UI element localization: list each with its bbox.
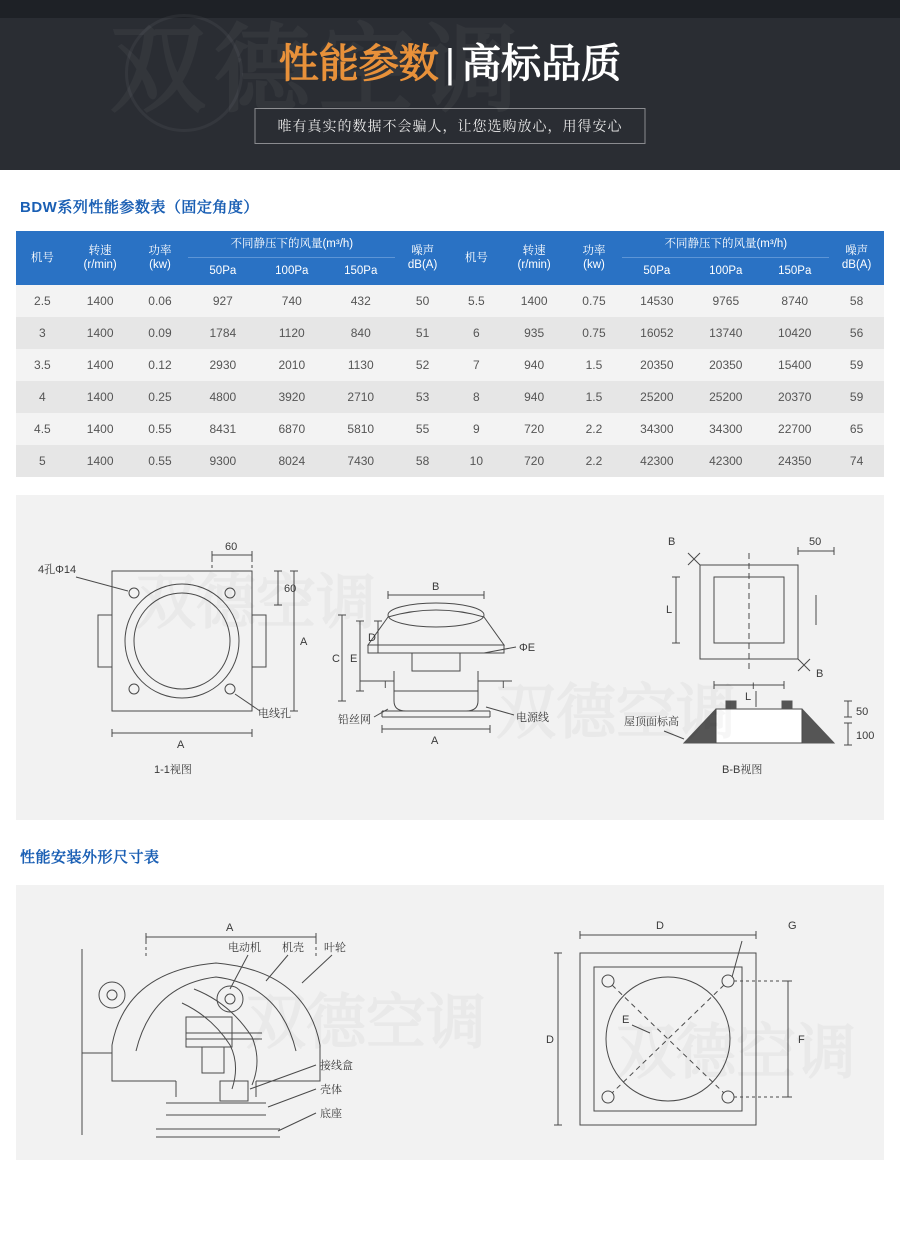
th-speed-l2: (r/min) [83, 258, 117, 271]
label-power-cable: 电源线 [516, 711, 549, 724]
hero-subtitle: 唯有真实的数据不会骗人，让您选购放心，用得安心 [255, 108, 646, 144]
cell-p150: 15400 [778, 357, 812, 372]
label-view-1-1: 1-1视图 [154, 763, 192, 776]
hero-title [0, 42, 900, 86]
th-speed-l1: 转速 [88, 244, 112, 257]
parameter-table-left-body [16, 285, 450, 477]
cell-power: 1.5 [585, 389, 603, 404]
table-row [16, 285, 450, 317]
label-dim-L-bottom: L [745, 690, 752, 703]
cell-power: 0.75 [582, 293, 606, 308]
label-dim-C: C [332, 652, 340, 665]
label-dim-D-top: D [656, 919, 664, 932]
cell-model: 3 [39, 325, 46, 340]
th-speed-l1: 转速 [522, 244, 546, 257]
cell-noise: 55 [415, 421, 430, 436]
parameter-table-right [450, 231, 884, 477]
hero-title-separator: | [444, 42, 456, 86]
label-dim-D-left: D [546, 1033, 554, 1046]
cell-noise: 53 [415, 389, 430, 404]
cell-noise: 58 [415, 453, 430, 468]
th-p100: 100Pa [691, 258, 760, 285]
cell-p50: 16052 [640, 325, 674, 340]
table-row [16, 413, 450, 445]
label-motor: 电动机 [228, 941, 261, 954]
th-noise-l2: dB(A) [407, 258, 438, 271]
label-dim-A-bottom: A [177, 738, 185, 751]
cell-model: 10 [469, 453, 484, 468]
th-speed [503, 231, 566, 285]
cell-power: 0.09 [148, 325, 172, 340]
cell-speed: 1400 [520, 293, 548, 308]
parameter-table-left [16, 231, 450, 477]
cell-noise: 51 [415, 325, 430, 340]
cell-speed: 940 [524, 357, 545, 372]
cell-p100: 42300 [709, 453, 743, 468]
th-speed-l2: (r/min) [517, 258, 551, 271]
cell-power: 0.12 [148, 357, 172, 372]
label-dim-G: G [788, 919, 797, 932]
label-dim-I-bb: I [752, 680, 755, 691]
label-dim-L-left: L [666, 603, 673, 616]
cell-p150: 7430 [347, 453, 375, 468]
table-row [450, 349, 884, 381]
table-row [16, 445, 450, 477]
th-power-l2: (kw) [149, 258, 171, 271]
label-dim-60-side: 60 [284, 582, 297, 595]
cell-p100: 6870 [278, 421, 306, 436]
cell-noise: 59 [849, 389, 864, 404]
label-wire-net: 铅丝网 [338, 713, 371, 726]
cell-p150: 1130 [347, 357, 374, 372]
cell-p50: 927 [212, 293, 233, 308]
th-p100: 100Pa [257, 258, 326, 285]
table-row [16, 349, 450, 381]
cell-p50: 34300 [640, 421, 674, 436]
cell-noise: 58 [849, 293, 864, 308]
th-p50: 50Pa [188, 258, 257, 285]
cell-model: 3.5 [34, 357, 51, 372]
label-impeller: 叶轮 [324, 941, 346, 954]
cell-speed: 1400 [86, 325, 114, 340]
cell-p150: 432 [350, 293, 371, 308]
cell-speed: 940 [524, 389, 545, 404]
label-dim-A-panel2: A [226, 921, 234, 934]
cell-p100: 8024 [278, 453, 306, 468]
th-noise-l1: 噪声 [845, 244, 869, 257]
label-dim-B: B [432, 580, 440, 593]
cell-power: 0.25 [148, 389, 172, 404]
cell-p100: 1120 [278, 325, 305, 340]
table-row [16, 317, 450, 349]
cell-speed: 935 [524, 325, 545, 340]
technical-drawing-panel-1 [16, 495, 884, 820]
table-row [450, 285, 884, 317]
cell-p150: 24350 [778, 453, 812, 468]
cell-speed: 720 [524, 421, 545, 436]
cell-model: 6 [473, 325, 480, 340]
table-row [16, 381, 450, 413]
label-wire-hole: 电线孔 [258, 707, 291, 720]
cell-noise: 52 [415, 357, 430, 372]
cell-noise: 59 [849, 357, 864, 372]
cell-model: 7 [473, 357, 480, 372]
label-casing: 机壳 [282, 941, 304, 954]
cell-speed: 1400 [86, 421, 114, 436]
th-power [566, 231, 623, 285]
label-dim-B-br: B [816, 667, 824, 680]
cell-p150: 10420 [778, 325, 812, 340]
parameter-table-right-body [450, 285, 884, 477]
cell-model: 4 [39, 389, 46, 404]
label-roof-level: 屋顶面标高 [624, 715, 679, 728]
cell-p100: 740 [281, 293, 302, 308]
th-power [132, 231, 189, 285]
cell-model: 2.5 [34, 293, 51, 308]
th-speed [69, 231, 132, 285]
cell-speed: 720 [524, 453, 545, 468]
cell-power: 0.75 [582, 325, 606, 340]
label-dim-50-right: 50 [856, 705, 869, 718]
cell-p50: 8431 [209, 421, 237, 436]
th-power-l1: 功率 [148, 244, 172, 257]
cell-noise: 50 [415, 293, 430, 308]
label-dim-F: F [798, 1033, 805, 1046]
cell-power: 0.55 [148, 453, 172, 468]
label-dim-D: E [350, 652, 358, 665]
cell-p50: 14530 [640, 293, 674, 308]
th-noise-l1: 噪声 [411, 244, 435, 257]
label-dim-I-left: I [384, 679, 387, 690]
cell-speed: 1400 [86, 357, 114, 372]
hero-banner [0, 0, 900, 170]
cell-p50: 42300 [640, 453, 674, 468]
cell-p150: 5810 [347, 421, 375, 436]
label-dim-E-plan: E [622, 1013, 630, 1026]
technical-drawing-panel-2 [16, 885, 884, 1160]
cell-p100: 3920 [278, 389, 306, 404]
cell-power: 0.55 [148, 421, 172, 436]
cell-p100: 34300 [709, 421, 743, 436]
parameter-tables [0, 231, 900, 477]
hero-title-secondary: 高标品质 [461, 42, 622, 86]
table-row [450, 445, 884, 477]
label-holes: 4孔Φ14 [38, 563, 77, 576]
th-model: 机号 [450, 231, 503, 285]
th-p150: 150Pa [760, 258, 829, 285]
cell-p150: 22700 [778, 421, 812, 436]
label-dim-I-right: I [502, 679, 505, 690]
cell-model: 8 [473, 389, 480, 404]
label-shell: 壳体 [320, 1083, 342, 1096]
label-dim-E: D [368, 631, 376, 644]
cell-p50: 25200 [640, 389, 674, 404]
cell-speed: 1400 [86, 389, 114, 404]
cell-p100: 9765 [712, 293, 740, 308]
cell-p100: 2010 [278, 357, 306, 372]
cell-p50: 9300 [209, 453, 237, 468]
cell-p50: 20350 [640, 357, 674, 372]
cell-power: 2.2 [585, 421, 603, 436]
drawing2-svg [16, 885, 884, 1160]
table-row [450, 381, 884, 413]
label-dim-B-tl: B [668, 535, 676, 548]
cell-p50: 1784 [209, 325, 237, 340]
label-view-bb: B-B视图 [722, 763, 763, 776]
cell-p150: 8740 [781, 293, 809, 308]
table-row [450, 413, 884, 445]
th-p50: 50Pa [622, 258, 691, 285]
label-dim-A-side: A [300, 635, 308, 648]
cell-model: 5.5 [468, 293, 485, 308]
cell-p50: 2930 [209, 357, 237, 372]
drawing1-svg [16, 495, 884, 820]
cell-p150: 2710 [347, 389, 375, 404]
cell-power: 2.2 [585, 453, 603, 468]
cell-p150: 840 [350, 325, 371, 340]
cell-model: 9 [473, 421, 480, 436]
cell-model: 4.5 [34, 421, 51, 436]
cell-p150: 20370 [778, 389, 812, 404]
th-airflow-group: 不同静压下的风量(m³/h) [188, 231, 395, 258]
label-dim-60-top: 60 [225, 540, 238, 553]
label-dim-50-top: 50 [809, 535, 822, 548]
cell-speed: 1400 [86, 453, 114, 468]
cell-speed: 1400 [86, 293, 114, 308]
params-section-title: BDW系列性能参数表（固定角度） [20, 199, 259, 216]
hero-title-primary: 性能参数 [278, 42, 439, 86]
cell-p50: 4800 [209, 389, 237, 404]
th-power-l1: 功率 [582, 244, 606, 257]
th-noise [829, 231, 884, 285]
cell-p100: 13740 [709, 325, 743, 340]
th-power-l2: (kw) [583, 258, 605, 271]
label-dim-phiE: ΦE [519, 641, 536, 654]
table-row [450, 317, 884, 349]
cell-model: 5 [39, 453, 46, 468]
label-base: 底座 [320, 1107, 342, 1120]
label-junction-box: 接线盒 [320, 1059, 353, 1072]
cell-p100: 20350 [709, 357, 743, 372]
th-airflow-group: 不同静压下的风量(m³/h) [622, 231, 829, 258]
label-dim-100-right: 100 [856, 729, 875, 742]
th-model: 机号 [16, 231, 69, 285]
cell-noise: 65 [849, 421, 864, 436]
dims-section-title: 性能安装外形尺寸表 [20, 848, 160, 866]
cell-power: 1.5 [585, 357, 603, 372]
th-noise-l2: dB(A) [841, 258, 872, 271]
cell-power: 0.06 [148, 293, 172, 308]
label-dim-A2: A [431, 734, 439, 747]
th-noise [395, 231, 450, 285]
cell-p100: 25200 [709, 389, 743, 404]
cell-noise: 56 [849, 325, 864, 340]
th-p150: 150Pa [326, 258, 395, 285]
cell-noise: 74 [849, 453, 864, 468]
